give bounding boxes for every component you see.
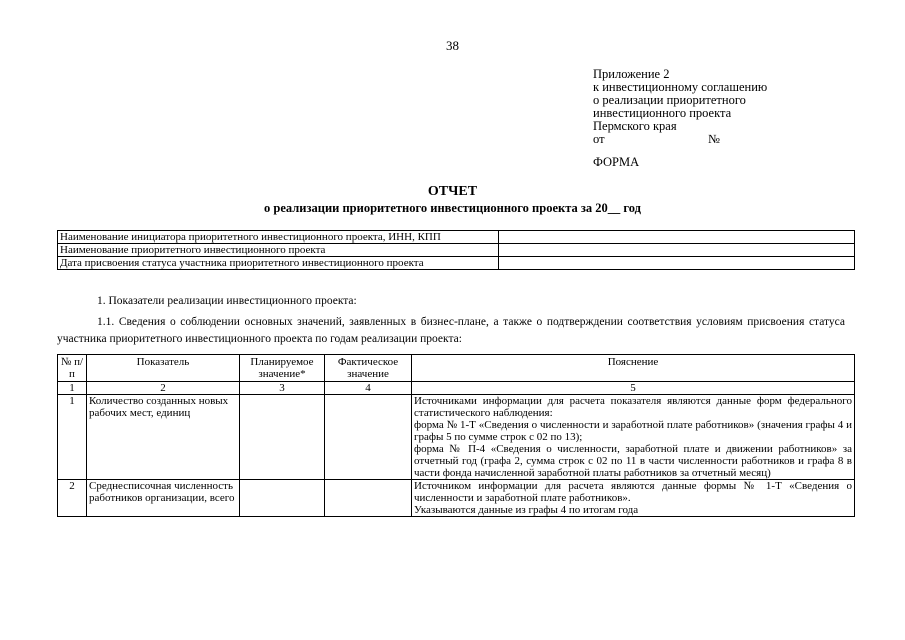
explanation-paragraph: Источником информации для расчета являются данные формы № 1-Т «Сведения о численности и заработной плате работников». [414, 480, 852, 504]
row-indicator: Среднесписочная численность работников организации, всего [87, 480, 240, 517]
row-planned [240, 395, 325, 480]
explanation-paragraph: форма № П-4 «Сведения о численности, заработной плате и движении работников» за отчетный год (графа 2, сумма строк с 02 по 11 в части численности работников и графа 8 в части фонда начисленной заработной платы работников за отчетный месяц) [414, 443, 852, 479]
info-table [57, 230, 855, 270]
section-1-1-text: 1.1. Сведения о соблюдении основных значений, заявленных в бизнес-плане, а также о подтверждении соответствия условиям присвоения статуса участника приоритетного инвестиционного проекта по годам реализации проекта: [57, 316, 845, 345]
row-num: 2 [58, 480, 87, 517]
row-indicator: Количество созданных новых рабочих мест, единиц [87, 395, 240, 480]
table-row [58, 480, 855, 517]
header-actual: Фактическое значение [325, 355, 412, 382]
table-row [58, 395, 855, 480]
appendix-from-label: от [593, 132, 605, 146]
info-row [58, 231, 855, 244]
column-number: 5 [412, 382, 855, 395]
explanation-paragraph: Указываются данные из графы 4 по итогам года [414, 504, 639, 516]
section-1-heading: 1. Показатели реализации инвестиционного проекта: [97, 295, 357, 307]
report-subtitle: о реализации приоритетного инвестиционного проекта за 20__ год [264, 201, 641, 215]
info-label: Дата присвоения статуса участника приоритетного инвестиционного проекта [58, 257, 499, 270]
page-number: 38 [446, 38, 459, 53]
appendix-number-label: № [708, 132, 720, 146]
column-number: 4 [325, 382, 412, 395]
explanation-paragraph: Источниками информации для расчета показателя являются данные форм федерального статистического наблюдения: [414, 395, 852, 419]
appendix-line: о реализации приоритетного [593, 93, 746, 107]
header-num: № п/п [58, 355, 87, 382]
info-label: Наименование инициатора приоритетного инвестиционного проекта, ИНН, КПП [58, 231, 499, 244]
column-number: 2 [87, 382, 240, 395]
appendix-block [593, 68, 767, 146]
header-explanation: Пояснение [412, 355, 855, 382]
row-planned [240, 480, 325, 517]
info-value [499, 244, 855, 257]
report-title: ОТЧЕТ [427, 184, 478, 199]
info-row [58, 257, 855, 270]
form-label: ФОРМА [593, 155, 640, 169]
info-value [499, 231, 855, 244]
appendix-line: инвестиционного проекта [593, 106, 732, 120]
row-actual [325, 395, 412, 480]
appendix-line: к инвестиционному соглашению [593, 80, 768, 94]
appendix-date-number-line [593, 133, 733, 146]
explanation-paragraph: форма № 1-Т «Сведения о численности и заработной плате работников» (значения графы 4 и графы 5 по сумме строк с 02 по 13); [414, 419, 852, 443]
appendix-line: Приложение 2 [593, 67, 670, 81]
info-row [58, 244, 855, 257]
header-indicator: Показатель [87, 355, 240, 382]
table-header-row [58, 355, 855, 382]
column-number: 1 [58, 382, 87, 395]
appendix-line: Пермского края [593, 119, 677, 133]
column-numbers-row [58, 382, 855, 395]
info-value [499, 257, 855, 270]
row-actual [325, 480, 412, 517]
row-explanation [412, 480, 855, 517]
info-label: Наименование приоритетного инвестиционного проекта [58, 244, 499, 257]
header-planned: Планируемое значение* [240, 355, 325, 382]
row-num: 1 [58, 395, 87, 480]
indicators-table [57, 354, 855, 517]
column-number: 3 [240, 382, 325, 395]
row-explanation [412, 395, 855, 480]
